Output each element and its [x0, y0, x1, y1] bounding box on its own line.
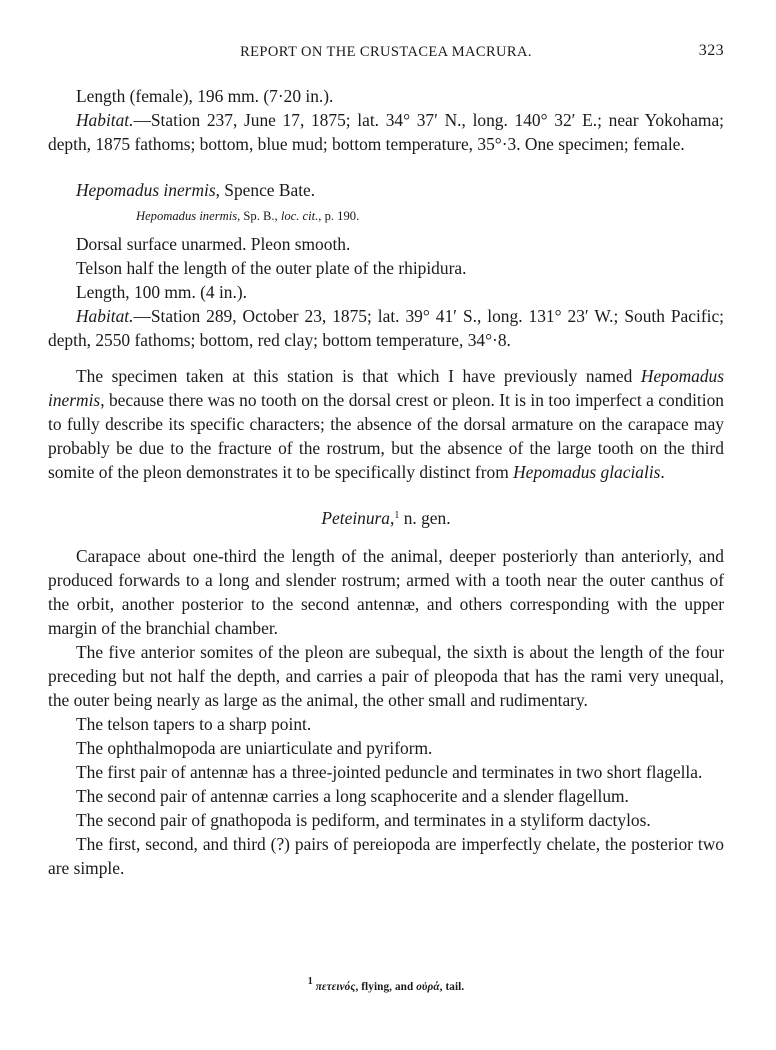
remark-text: The specimen taken at this station is that which I have previously named: [76, 366, 641, 386]
synonymy-page: , p. 190.: [318, 209, 360, 223]
habitat-paragraph: [48, 108, 724, 156]
page-number: 323: [698, 42, 724, 59]
genus-paragraph: The second pair of gnathopoda is pediform, and terminates in a styliform dactylos.: [76, 810, 651, 830]
genus-paragraph: The second pair of antennæ carries a long scaphocerite and a slender flagellum.: [76, 786, 629, 806]
synonymy-author: , Sp. B.,: [237, 209, 281, 223]
species-heading: [48, 178, 724, 202]
genus-paragraph: The telson tapers to a sharp point.: [76, 714, 312, 734]
footnote: [48, 976, 724, 993]
running-title: REPORT ON THE CRUSTACEA MACRURA.: [240, 44, 532, 60]
genus-name: Peteinura: [321, 508, 390, 528]
description-line: Dorsal surface unarmed. Pleon smooth.: [76, 234, 351, 254]
genus-paragraph: Carapace about one-third the length of the animal, deeper posteriorly than anteriorly, and produced forwards to a long and slender rostrum; armed with a tooth near the outer canthus of the orbit, another posterior to the second antennæ, and others corresponding with the upper margin of the branchial chamber.: [48, 546, 724, 638]
genus-paragraph: The first, second, and third (?) pairs of pereiopoda are imperfectly chelate, the posterior two are simple.: [48, 834, 724, 878]
genus-heading: Peteinura,$^1$ n. gen.: [321, 508, 451, 528]
species-author: , Spence Bate.: [215, 180, 316, 200]
genus-suffix: n. gen.: [399, 508, 451, 528]
page-body: [48, 84, 724, 880]
remark-species-name: Hepomadus glacialis: [513, 462, 661, 482]
remark-species-name: Hepomadus inermis: [48, 366, 724, 410]
description-line: Length, 100 mm. (4 in.).: [76, 282, 247, 302]
genus-paragraph: The five anterior somites of the pleon are subequal, the sixth is about the length of the four preceding but not half the depth, and carries a pair of pleopoda that has the rami very unequal, the outer being nearly as large as the animal, the other small and rudimentary.: [48, 642, 724, 710]
footnote-greek: οὐρά: [416, 981, 440, 993]
footnote-reference[interactable]: 1: [394, 510, 400, 521]
habitat-text: —Station 289, October 23, 1875; lat. 39° 41′ S., long. 131° 23′ W.; South Pacific; depth, 2550 fathoms; bottom, red clay; bottom temperature, 34°·8.: [48, 306, 724, 350]
habitat-label: Habitat.: [76, 110, 134, 130]
habitat-paragraph: [48, 304, 724, 352]
footnote-greek: πετεινός: [315, 981, 356, 993]
synonymy-ref: loc. cit.: [280, 209, 319, 223]
synonymy-name: Hepomadus inermis: [136, 209, 238, 223]
footnote-gloss: , tail.: [439, 981, 465, 993]
habitat-text: —Station 237, June 17, 1875; lat. 34° 37′ N., long. 140° 32′ E.; near Yokohama; depth, 1875 fathoms; bottom, blue mud; bottom temperature, 35°·3. One specimen; female.: [48, 110, 724, 154]
habitat-label: Habitat.: [76, 306, 134, 326]
length-line: Length (female), 196 mm. (7·20 in.).: [76, 86, 334, 106]
genus-paragraph: The first pair of antennæ has a three-jointed peduncle and terminates in two short flagella.: [76, 762, 703, 782]
remark-text: , because there was no tooth on the dorsal crest or pleon. It is in too imperfect a condition to fully describe its specific characters; the absence of the dorsal armature on the carapace may probably be due to the fracture of the rostrum, but the absence of the large tooth on the third somite of the pleon demonstrates it to be specifically distinct from: [48, 390, 724, 482]
synonymy-line: [48, 206, 724, 226]
description-line: Telson half the length of the outer plate of the rhipidura.: [76, 258, 467, 278]
remark-text: .: [660, 462, 665, 482]
remark-paragraph: [48, 364, 724, 484]
footnote-mark: 1: [307, 976, 313, 987]
genus-paragraph: The ophthalmopoda are uniarticulate and pyriform.: [76, 738, 433, 758]
species-name: Hepomadus inermis: [76, 180, 216, 200]
footnote-gloss: , flying, and: [355, 981, 417, 993]
